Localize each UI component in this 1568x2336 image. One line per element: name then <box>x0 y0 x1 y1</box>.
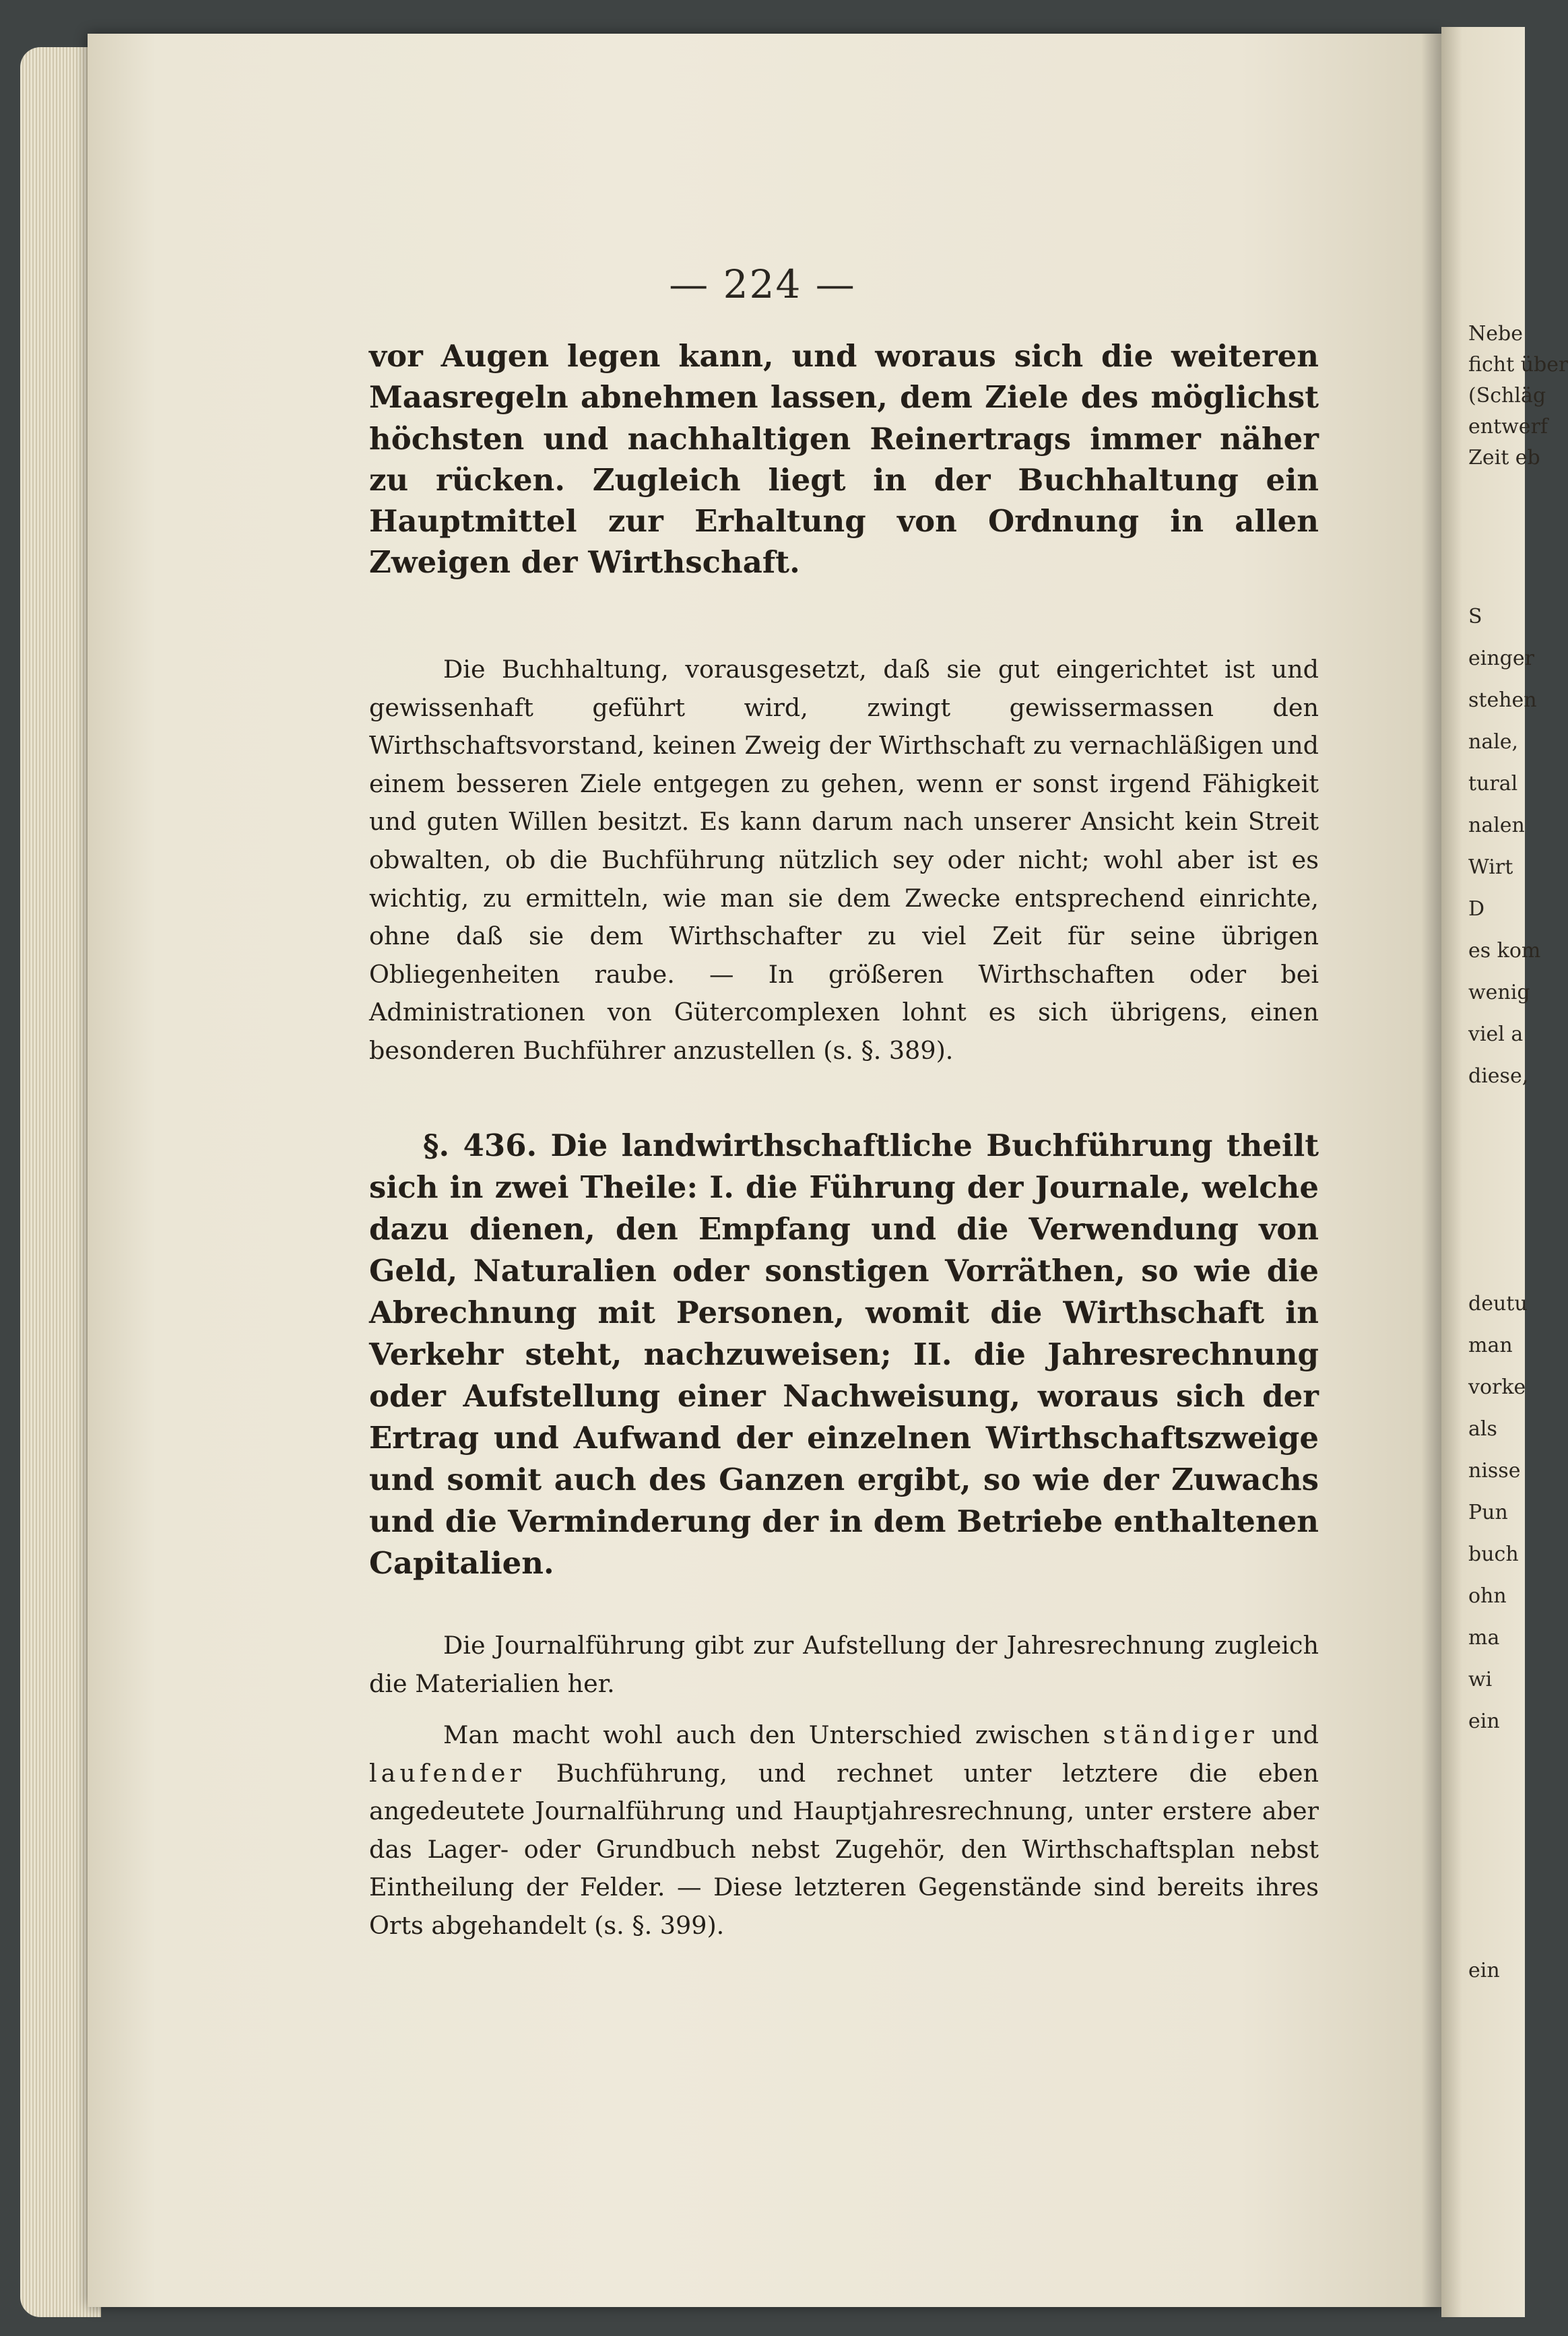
paragraph-2 <box>369 651 1319 1070</box>
section-436 <box>369 1125 1319 1584</box>
frag-line: viel a <box>1468 1023 1524 1046</box>
frag-line: ficht über <box>1468 353 1568 377</box>
frag-line: man <box>1468 1334 1513 1357</box>
frag-line: vorke <box>1468 1375 1526 1399</box>
p5-part-a: Man macht wohl auch den Unterschied zwischen <box>443 1720 1103 1749</box>
frag-line: einger <box>1468 647 1534 670</box>
frag-line: als <box>1468 1417 1497 1441</box>
frag-line: diese, <box>1468 1064 1529 1088</box>
section-436-text: §. 436. Die landwirthschaftliche Buchführung theilt sich in zwei Theile: I. die Führung der Journale, welche dazu dienen, den Empfang und die Verwendung von Geld, Naturalien oder sonstigen Vorräthen, so wie die Abrechnung mit Personen, womit die Wirthschaft in Verkehr steht, nachzuweisen; II. die Jahresrechnung oder Aufstellung einer Nachweisung, woraus sich der Ertrag und Aufwand der einzelnen Wirthschaftszweige und somit auch des Ganzen ergibt, so wie der Zuwachs und die Verminderung der in dem Betriebe enthaltenen Capitalien. <box>369 1128 1319 1581</box>
frag-line: ohn <box>1468 1584 1507 1608</box>
paragraph-1 <box>369 335 1319 583</box>
right-page-fragment-bottom <box>1468 1960 1525 1982</box>
frag-line: ein <box>1468 1959 1500 1982</box>
right-page-fragment-mid <box>1468 605 1541 1107</box>
page-number: — 224 — <box>669 261 856 307</box>
frag-line: nalen <box>1468 814 1525 837</box>
p5-part-c: und <box>1257 1720 1319 1749</box>
paragraph-4-text: Die Journalführung gibt zur Aufstellung der Jahresrechnung zugleich die Materialien her. <box>369 1631 1319 1698</box>
right-page-fragment-low <box>1468 1292 1528 1753</box>
paragraph-5 <box>369 1716 1319 1945</box>
frag-line: (Schläg <box>1468 384 1546 408</box>
frag-line: wi <box>1468 1668 1493 1691</box>
frag-line: deutu <box>1468 1292 1528 1316</box>
frag-line: entwerf <box>1468 415 1548 439</box>
frag-line: D <box>1468 897 1485 921</box>
frag-line: wenig <box>1468 981 1530 1004</box>
p5-emph-staendiger: ständiger <box>1103 1720 1258 1749</box>
frag-line: ma <box>1468 1626 1500 1650</box>
frag-line: Pun <box>1468 1501 1508 1524</box>
frag-line: stehen <box>1468 688 1537 712</box>
frag-line: tural <box>1468 772 1518 796</box>
p5-emph-laufender: laufender <box>369 1758 525 1788</box>
frag-line: ein <box>1468 1710 1500 1733</box>
frag-line: S <box>1468 605 1482 628</box>
frag-line: Nebe <box>1468 322 1523 346</box>
frag-line: Wirt <box>1468 855 1513 879</box>
right-page-fragment-top <box>1468 322 1568 478</box>
frag-line: buch <box>1468 1543 1519 1566</box>
frag-line: es kom <box>1468 939 1541 963</box>
paragraph-4 <box>369 1627 1319 1703</box>
paragraph-5-text <box>369 1716 1319 1945</box>
p5-part-e: Buchführung, und rechnet unter letztere die eben angedeutete Journalführung und Hauptjahresrechnung, unter erstere aber das Lager- oder Grundbuch nebst Zugehör, den Wirthschaftsplan nebst Eintheilung der Felder. — Diese letzteren Gegenstände sind bereits ihres Orts abgehandelt (s. §. 399). <box>369 1758 1319 1940</box>
frag-line: nisse <box>1468 1459 1521 1483</box>
frag-line: Zeit eb <box>1468 446 1540 469</box>
paragraph-1-text: vor Augen legen kann, und woraus sich die weiteren Maasregeln abnehmen lassen, dem Ziele des möglichst höchsten und nachhaltigen Reinertrags immer näher zu rücken. Zugleich liegt in der Buchhaltung ein Hauptmittel zur Erhaltung von Ordnung in allen Zweigen der Wirthschaft. <box>369 338 1319 581</box>
frag-line: nale, <box>1468 730 1519 754</box>
paragraph-2-text: Die Buchhaltung, vorausgesetzt, daß sie gut eingerichtet ist und gewissenhaft geführt wird, zwingt gewissermassen den Wirthschaftsvorstand, keinen Zweig der Wirthschaft zu vernachläßigen und einem besseren Ziele entgegen zu gehen, wenn er sonst irgend Fähigkeit und guten Willen besitzt. Es kann darum nach unserer Ansicht kein Streit obwalten, ob die Buchführung nützlich sey oder nicht; wohl aber ist es wichtig, zu ermitteln, wie man sie dem Zwecke entsprechend einrichte, ohne daß sie dem Wirthschafter zu viel Zeit für seine übrigen Obliegenheiten raube. — In größeren Wirthschaften oder bei Administrationen von Gütercomplexen lohnt es sich übrigens, einen besonderen Buchführer anzustellen (s. §. 389). <box>369 655 1319 1065</box>
